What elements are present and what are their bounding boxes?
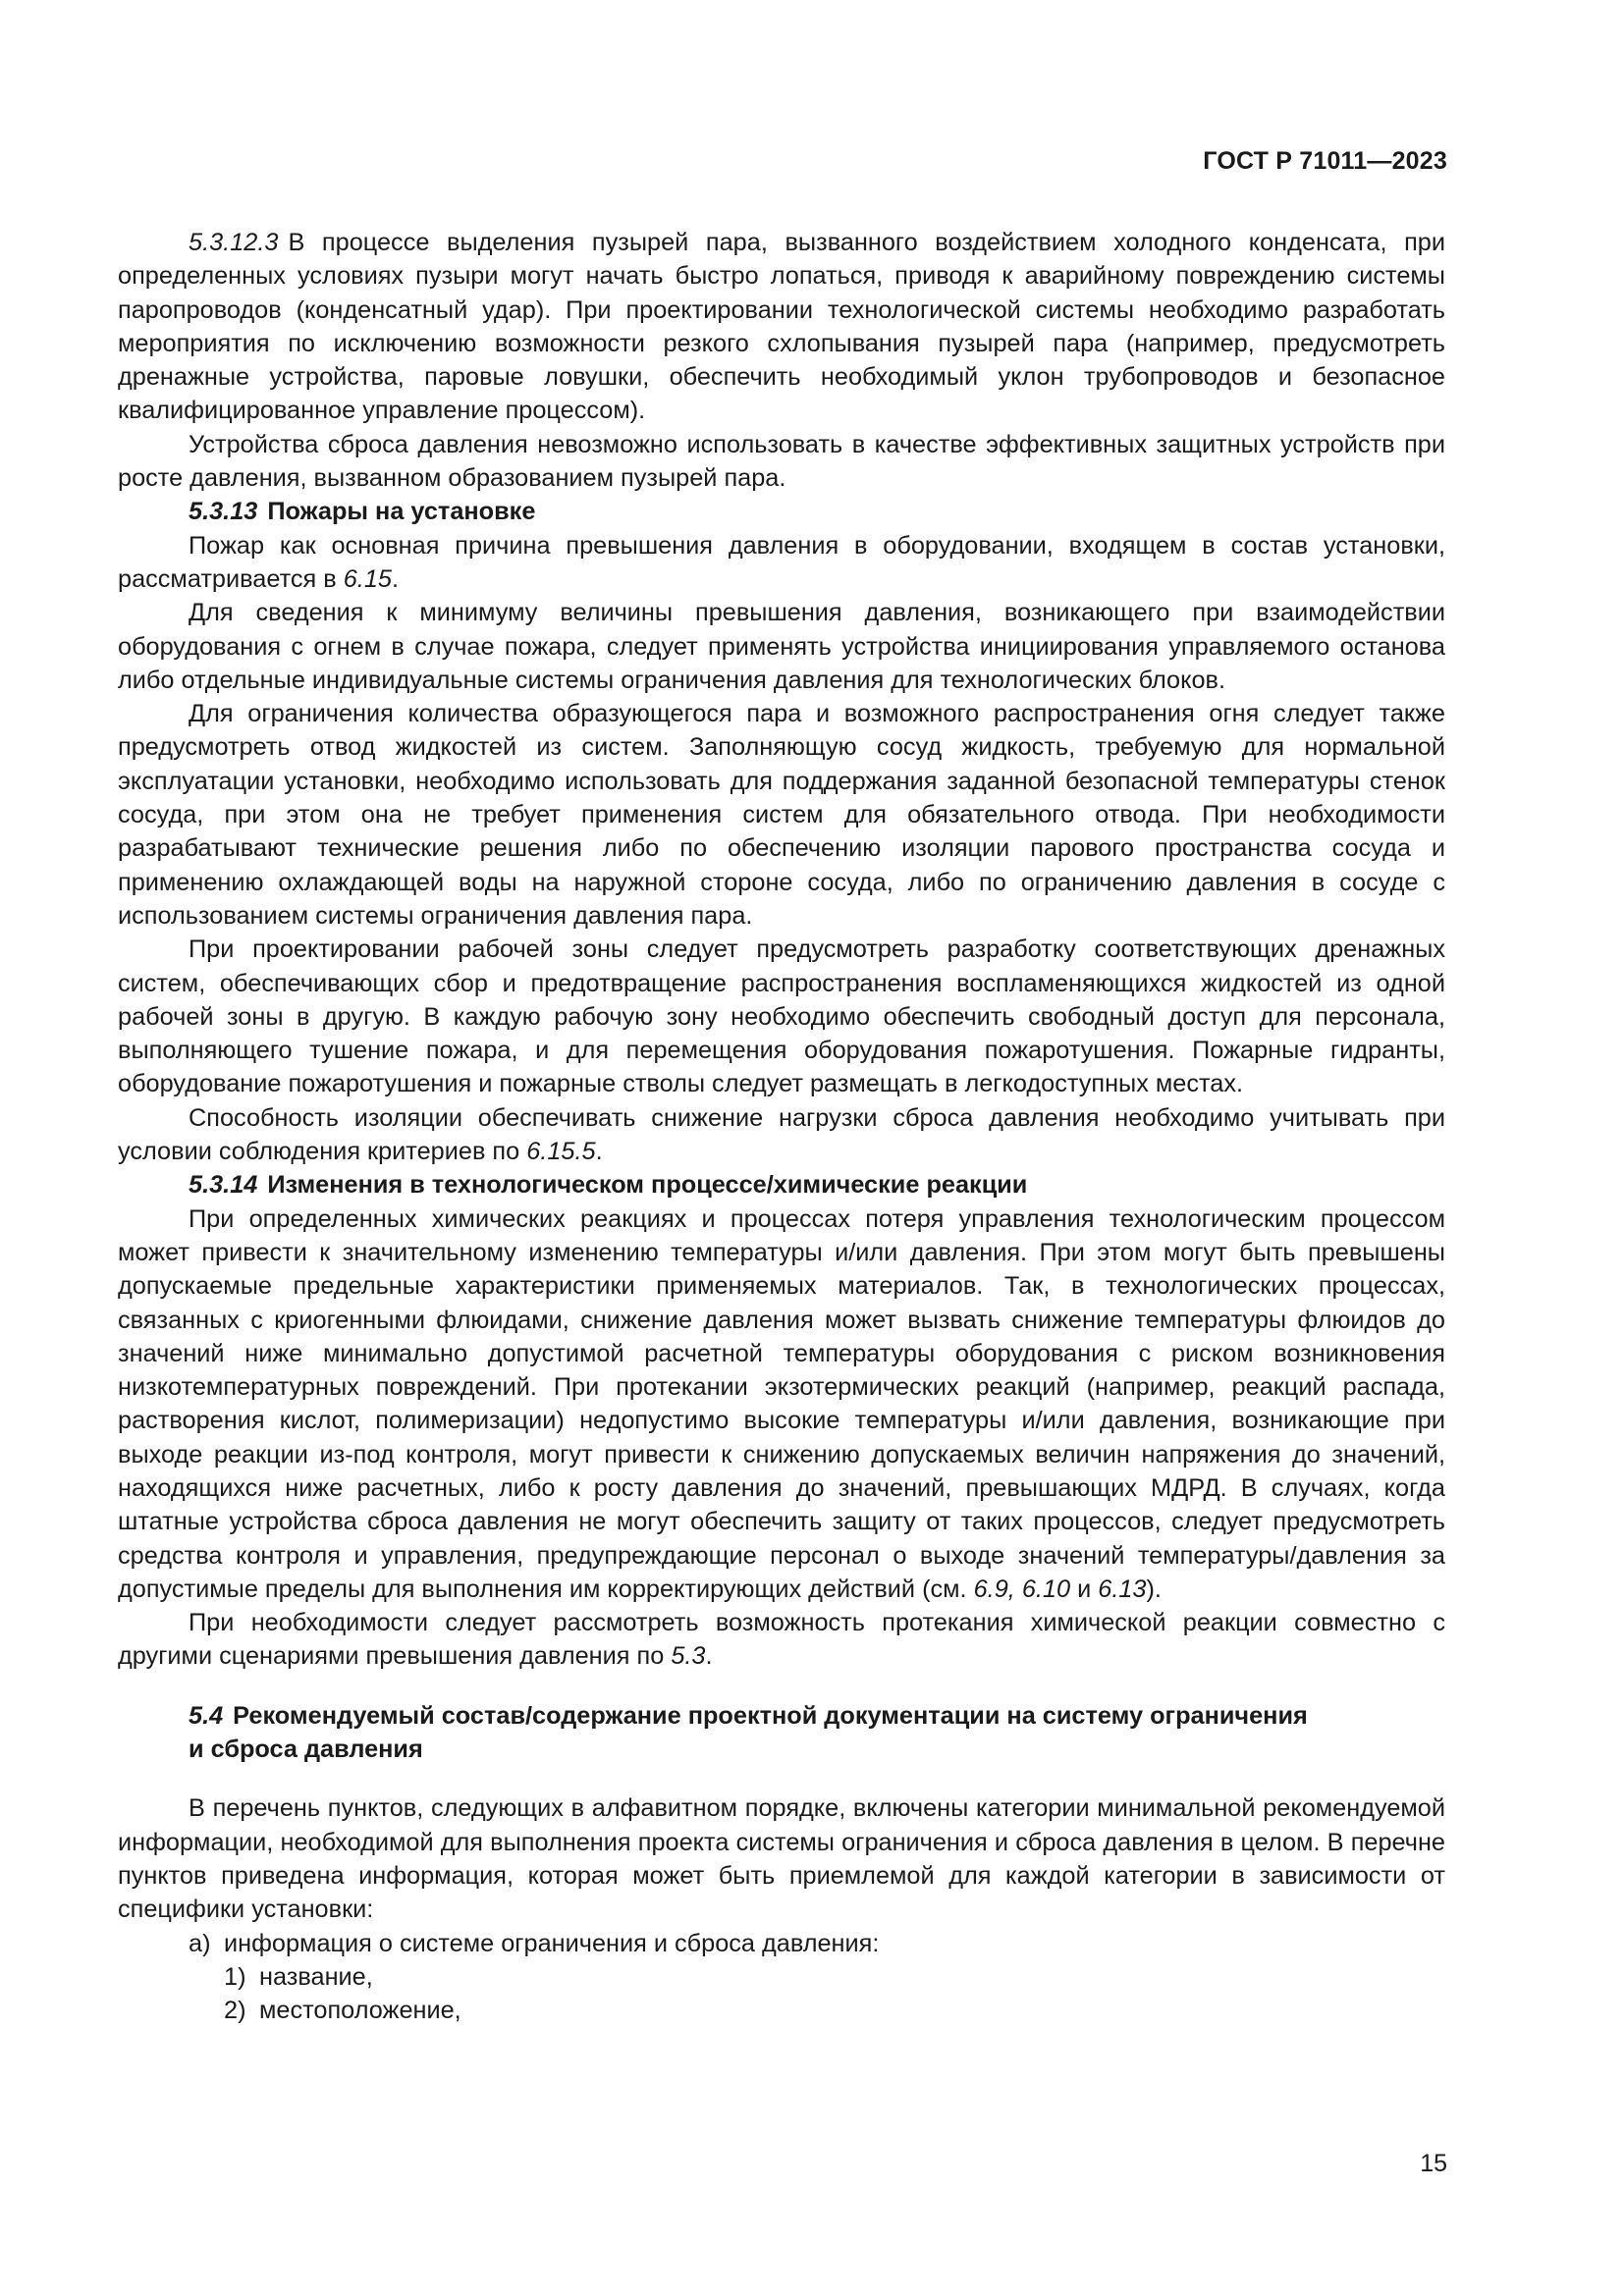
- paragraph-5-3-12-3: [118, 226, 1445, 428]
- cross-reference: 6.15: [343, 564, 392, 593]
- paragraph: Для ограничения количества образующегося пара и возможного распространения огня следует также предусмотреть отвод жидкостей из систем. Заполняющую сосуд жидкость, требуемую для нормальной эксплуатации установки, необходимо использовать для поддержания заданной безопасной температуры стенок сосуда, при этом она не требует применения систем для обязательного отвода. При необходимости разрабатывают технические решения либо по обеспечению изоляции парового пространства сосуда и применению охлаждающей воды на наружной стороне сосуда, либо по ограничению давления в сосуде с использованием системы ограничения давления пара.: [118, 700, 1445, 930]
- clause-number: 5.3.14: [189, 1171, 258, 1200]
- section-title-line2: и сброса давления: [189, 1735, 423, 1764]
- paragraph: При проектировании рабочей зоны следует предусмотреть разработку соответствующих дренажных систем, обеспечивающих сбор и предотвращение распространения воспламеняющихся жидкостей из одной рабочей зоны в другую. В каждую рабочую зону необходимо обеспечить свободный доступ для персонала, выполняющего тушение пожара, и для перемещения оборудования пожаротушения. Пожарные гидранты, оборудование пожаротушения и пожарные стволы следует размещать в легкодоступных местах.: [118, 935, 1445, 1098]
- section-heading-5-3-14: [118, 1168, 1445, 1201]
- paragraph-text: При определенных химических реакциях и процессах потеря управления технологическим процессом может привести к значительному изменению температуры и/или давления. При этом могут быть превышены допускаемые предельные характеристики применяемых материалов. Так, в технологических процессах, связанных с криогенными флюидами, снижение давления может вызвать снижение температуры флюидов до значений ниже минимально допустимой расчетной температуры оборудования с риском возникновения низкотемпературных повреждений. При протекании экзотермических реакций (например, реакций распада, растворения кислот, полимеризации) недопустимо высокие температуры и/или давления, возникающие при выходе реакции из-под контроля, могут привести к снижению допускаемых величин напряжения до значений, находящихся ниже расчетных, либо к росту давления до значений, превышающих МДРД. В случаях, когда штатные устройства сброса давления не могут обеспечить защиту от таких процессов, следует предусмотреть средства контроля и управления, предупреждающие персонал о выходе значений температуры/давления за допустимые пределы для выполнения им корректирующих действий (см.: [118, 1204, 1445, 1603]
- clause-number: 5.4: [189, 1701, 224, 1730]
- list-item-text: местоположение,: [259, 1997, 461, 2025]
- section-title: Изменения в технологическом процессе/химические реакции: [267, 1171, 1028, 1200]
- paragraph: [118, 1101, 1445, 1169]
- paragraph-text: .: [705, 1642, 713, 1671]
- section-heading-5-4: [118, 1699, 1445, 1767]
- paragraph-text: Пожар как основная причина превышения давления в оборудовании, входящем в состав установки, рассматривается в: [118, 531, 1445, 593]
- section-heading-5-3-13: [118, 495, 1445, 528]
- paragraph-text: .: [391, 564, 400, 593]
- paragraph: В перечень пунктов, следующих в алфавитном порядке, включены категории минимальной рекомендуемой информации, необходимой для выполнения проекта системы ограничения и сброса давления в целом. В перечне пунктов приведена информация, которая может быть приемлемой для каждой категории в зависимости от специфики установки:: [118, 1794, 1445, 1924]
- paragraph-text: .: [595, 1138, 603, 1166]
- paragraph-text: ).: [1146, 1575, 1162, 1603]
- list-marker: 2): [224, 1997, 246, 2025]
- list-item-a: [118, 1927, 1445, 1960]
- paragraph-text: В процессе выделения пузырей пара, вызванного воздействием холодного конденсата, при определенных условиях пузыри могут начать быстро лопаться, приводя к аварийному повреждению системы паропроводов (конденсатный удар). При проектировании технологической системы необходимо разработать мероприятия по исключению возможности резкого схлопывания пузырей пара (например, предусмотреть дренажные устройства, паровые ловушки, обеспечить необходимый уклон трубопроводов и безопасное квалифицированное управление процессом).: [118, 229, 1445, 425]
- section-title-line1: Рекомендуемый состав/содержание проектной документации на систему ограничения: [233, 1701, 1308, 1730]
- clause-number: 5.3.12.3: [189, 229, 279, 256]
- paragraph-text: Способность изоляции обеспечивать снижение нагрузки сброса давления необходимо учитывать при условии соблюдения критериев по: [118, 1103, 1445, 1166]
- paragraph: Для сведения к минимуму величины превышения давления, возникающего при взаимодействии оборудования с огнем в случае пожара, следует применять устройства инициирования управляемого останова либо отдельные индивидуальные системы ограничения давления для технологических блоков.: [118, 599, 1445, 694]
- list-item-2: [118, 1994, 1445, 2027]
- cross-reference: 5.3: [671, 1642, 706, 1671]
- paragraph: Устройства сброса давления невозможно использовать в качестве эффективных защитных устройств при росте давления, вызванном образованием пузырей пара.: [118, 430, 1445, 493]
- list-marker: 1): [224, 1962, 246, 1991]
- list-item-text: информация о системе ограничения и сброса давления:: [224, 1929, 880, 1957]
- cross-reference: 6.9, 6.10: [973, 1575, 1071, 1603]
- section-title: Пожары на установке: [267, 498, 536, 526]
- page-content: [118, 226, 1445, 2027]
- paragraph: [118, 1606, 1445, 1674]
- paragraph-text: и: [1070, 1575, 1099, 1603]
- list-marker: а): [189, 1929, 211, 1957]
- list-item-1: [118, 1960, 1445, 1994]
- document-code-header: ГОСТ Р 71011—2023: [1203, 147, 1447, 175]
- clause-number: 5.3.13: [189, 498, 258, 526]
- paragraph: [118, 529, 1445, 597]
- page-number: 15: [1420, 2150, 1447, 2177]
- cross-reference: 6.13: [1098, 1575, 1147, 1603]
- paragraph: [118, 1202, 1445, 1607]
- list-item-text: название,: [259, 1962, 373, 1991]
- cross-reference: 6.15.5: [526, 1138, 596, 1166]
- paragraph-text: При необходимости следует рассмотреть возможность протекания химической реакции совместно с другими сценариями превышения давления по: [118, 1609, 1445, 1671]
